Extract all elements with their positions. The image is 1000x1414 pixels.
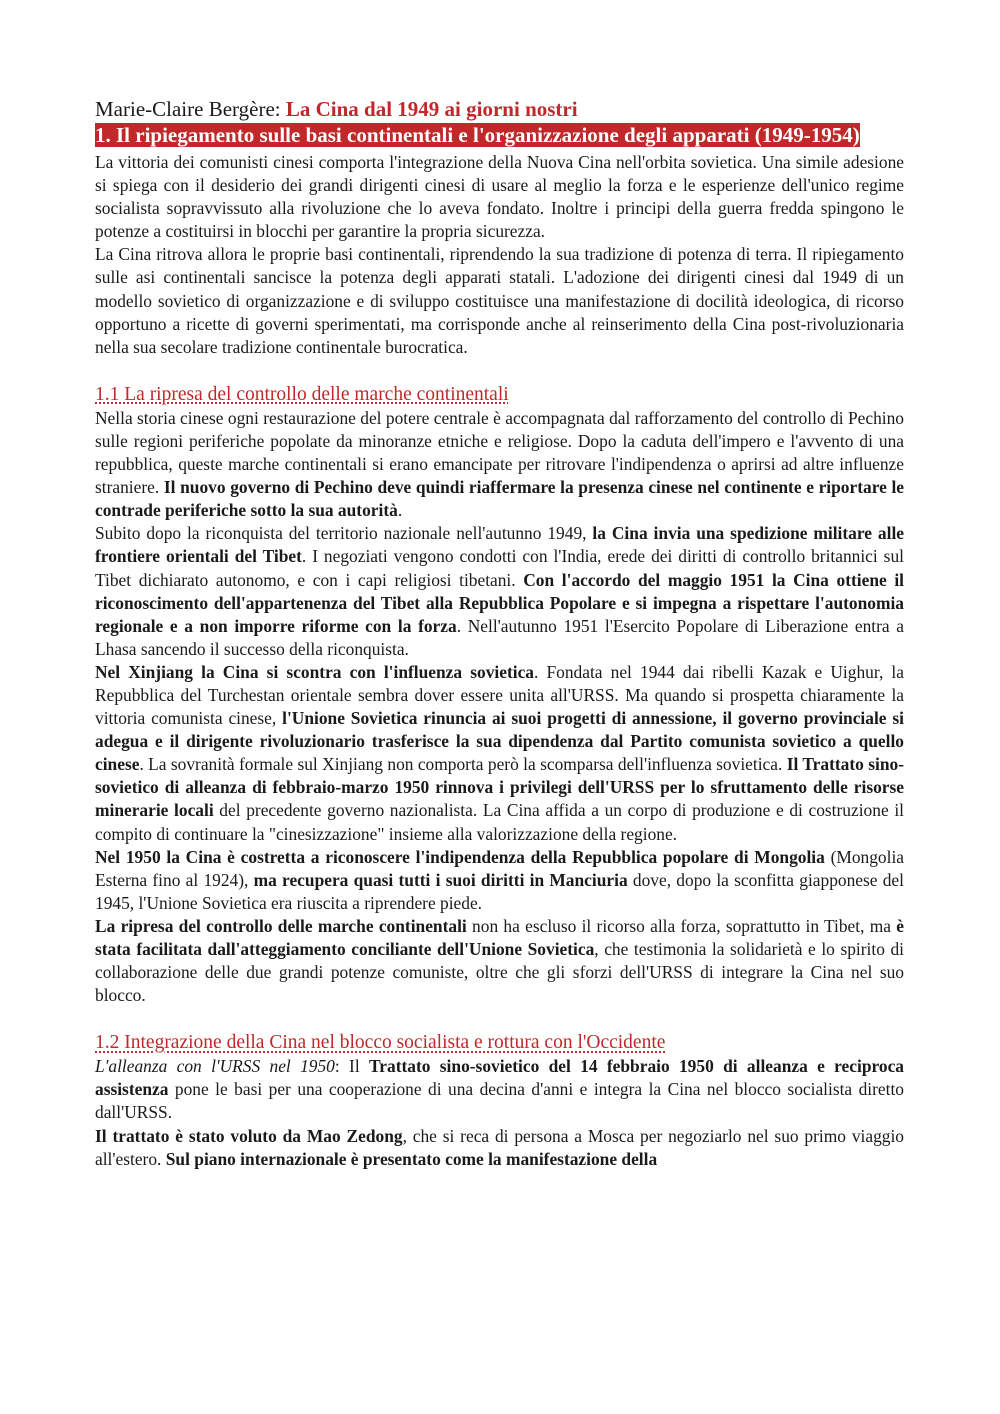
bold-run: Nel Xinjiang la Cina si scontra con l'influenza sovietica [95, 661, 534, 682]
text-run: . Nell'autunno 1951 l'Esercito Popolare di Liberazione entra a Lhasa sancendo il successo della riconquista. [95, 615, 904, 659]
section1-paragraph-3 [95, 661, 904, 846]
text-run: pone le basi per una cooperazione di una decina d'anni e integra la Cina nel blocco socialista diretto dall'URSS. [95, 1079, 904, 1123]
section1-paragraph-1 [95, 407, 904, 522]
chapter-title: 1. Il ripiegamento sulle basi continentali e l'organizzazione degli apparati (1949-1954) [95, 123, 860, 147]
text-run: . [397, 500, 403, 521]
book-title: La Cina dal 1949 ai giorni nostri [285, 97, 578, 121]
section-heading-1-2: 1.2 Integrazione della Cina nel blocco socialista e rottura con l'Occidente [95, 1032, 666, 1054]
bold-run: è stata facilitata dall'atteggiamento conciliante dell'Unione Sovietica [95, 915, 904, 959]
bold-run: Nel 1950 la Cina è costretta a riconoscere l'indipendenza della Repubblica popolare di Mongolia [95, 846, 825, 867]
text-run: Subito dopo la riconquista del territorio nazionale nell'autunno 1949, [95, 523, 593, 544]
section1-paragraph-4 [95, 846, 904, 915]
document-title [95, 96, 904, 122]
text-run: dove, dopo la sconfitta giapponese del 1945, l'Unione Sovietica era riuscita a riprendere piede. [95, 869, 904, 913]
document-page [95, 96, 904, 1171]
bold-run: ma recupera quasi tutti i suoi diritti in Manciuria [253, 869, 628, 890]
bold-run: Il nuovo governo di Pechino deve quindi riaffermare la presenza cinese nel continente e riportare le contrade periferiche sotto la sua autorità [95, 477, 905, 521]
intro-paragraph-1: La vittoria dei comunisti cinesi comporta l'integrazione della Nuova Cina nell'orbita sovietica. Una simile adesione si spiega con il desiderio dei grandi dirigenti cinesi di usare al meglio la forza e le esperienze dell'unico regime socialista sopravvissuto alla rivoluzione che lo aveva fondato. Inoltre i principi della guerra fredda spingono le potenze a costituirsi in blocchi per garantire la propria sicurezza. [95, 152, 904, 242]
section2-paragraph-1 [95, 1055, 904, 1124]
text-run: , che si reca di persona a Mosca per negoziarlo nel suo primo viaggio all'estero. [95, 1125, 904, 1169]
chapter-heading [95, 122, 904, 151]
bold-run: Con l'accordo del maggio 1951 la Cina ottiene il riconoscimento dell'appartenenza del Tibet alla Repubblica Popolare e si impegna a rispettare l'autonomia regionale e a non imporre riforme con la forza [95, 569, 904, 636]
bold-run: La ripresa del controllo delle marche continentali [95, 915, 467, 936]
section1-paragraph-5 [95, 915, 904, 1007]
text-run: . Fondata nel 1944 dai ribelli Kazak e Uighur, la Repubblica del Turchestan orientale sembra dover essere unita all'URSS. Ma quando si prospetta chiaramente la vittoria comunista cinese, [95, 661, 904, 729]
bold-run: la Cina invia una spedizione militare alle frontiere orientali del Tibet [95, 523, 904, 567]
italic-run: L'alleanza con l'URSS nel 1950 [95, 1056, 335, 1077]
text-run: non ha escluso il ricorso alla forza, soprattutto in Tibet, ma [466, 915, 897, 936]
bold-run: Il Trattato sino-sovietico di alleanza di febbraio-marzo 1950 rinnova i privilegi dell'URSS per lo sfruttamento delle risorse minerarie locali [95, 754, 904, 821]
text-run: . I negoziati vengono condotti con l'India, erede dei diritti di controllo britannici sul Tibet dichiarato autonomo, e con i capi religiosi tibetani. [95, 546, 904, 590]
section1-paragraph-2 [95, 522, 904, 661]
section2-paragraph-2 [95, 1125, 904, 1171]
intro-paragraph-2: La Cina ritrova allora le proprie basi continentali, riprendendo la sua tradizione di potenza di terra. Il ripiegamento sulle asi continentali sancisce la potenza degli apparati statali. L'adozione dei dirigenti cinesi dal 1949 di un modello sovietico di organizzazione e di sviluppo costituisce una manifestazione di docilità ideologica, di ricorso opportuno a ricette di governi sperimentati, ma corrisponde anche al reinserimento della Cina post-rivoluzionaria nella sua secolare tradizione continentale burocratica. [95, 244, 904, 357]
text-run: Nella storia cinese ogni restaurazione del potere centrale è accompagnata dal rafforzamento del controllo di Pechino sulle regioni periferiche popolate da minoranze etniche e religiose. Dopo la caduta dell'impero e l'avvento di una repubblica, queste marche continentali si erano emancipate per ritrovare l'indipendenza o aprirsi ad altre influenze straniere. [95, 407, 904, 498]
bold-run: Il trattato è stato voluto da Mao Zedong [95, 1125, 403, 1146]
bold-run: l'Unione Sovietica rinuncia ai suoi progetti di annessione, il governo provinciale si adegua e il dirigente rivoluzionario trasferisce la sua dipendenza dal Partito comunista sovietico a quello cinese [95, 708, 904, 775]
section-heading-1-1: 1.1 La ripresa del controllo delle marche continentali [95, 383, 509, 405]
author-name: Marie-Claire Bergère: [95, 97, 286, 121]
text-run: . La sovranità formale sul Xinjiang non comporta però la scomparsa dell'influenza sovietica. [139, 754, 787, 775]
text-run: , che testimonia la solidarietà e lo spirito di collaborazione delle due grandi potenze comuniste, oltre che gli sforzi dell'URSS di integrare la Cina nel suo blocco. [95, 939, 904, 1006]
bold-run: Trattato sino-sovietico del 14 febbraio 1950 di alleanza e reciproca assistenza [95, 1056, 904, 1100]
bold-run: Sul piano internazionale è presentato come la manifestazione della [165, 1148, 658, 1169]
text-run: (Mongolia Esterna fino al 1924), [95, 846, 904, 890]
text-run: del precedente governo nazionalista. La Cina affida a un corpo di produzione e di costruzione il compito di continuare la "cinesizzazione" insieme alla valorizzazione della regione. [95, 800, 904, 844]
text-run: : Il [334, 1056, 369, 1077]
